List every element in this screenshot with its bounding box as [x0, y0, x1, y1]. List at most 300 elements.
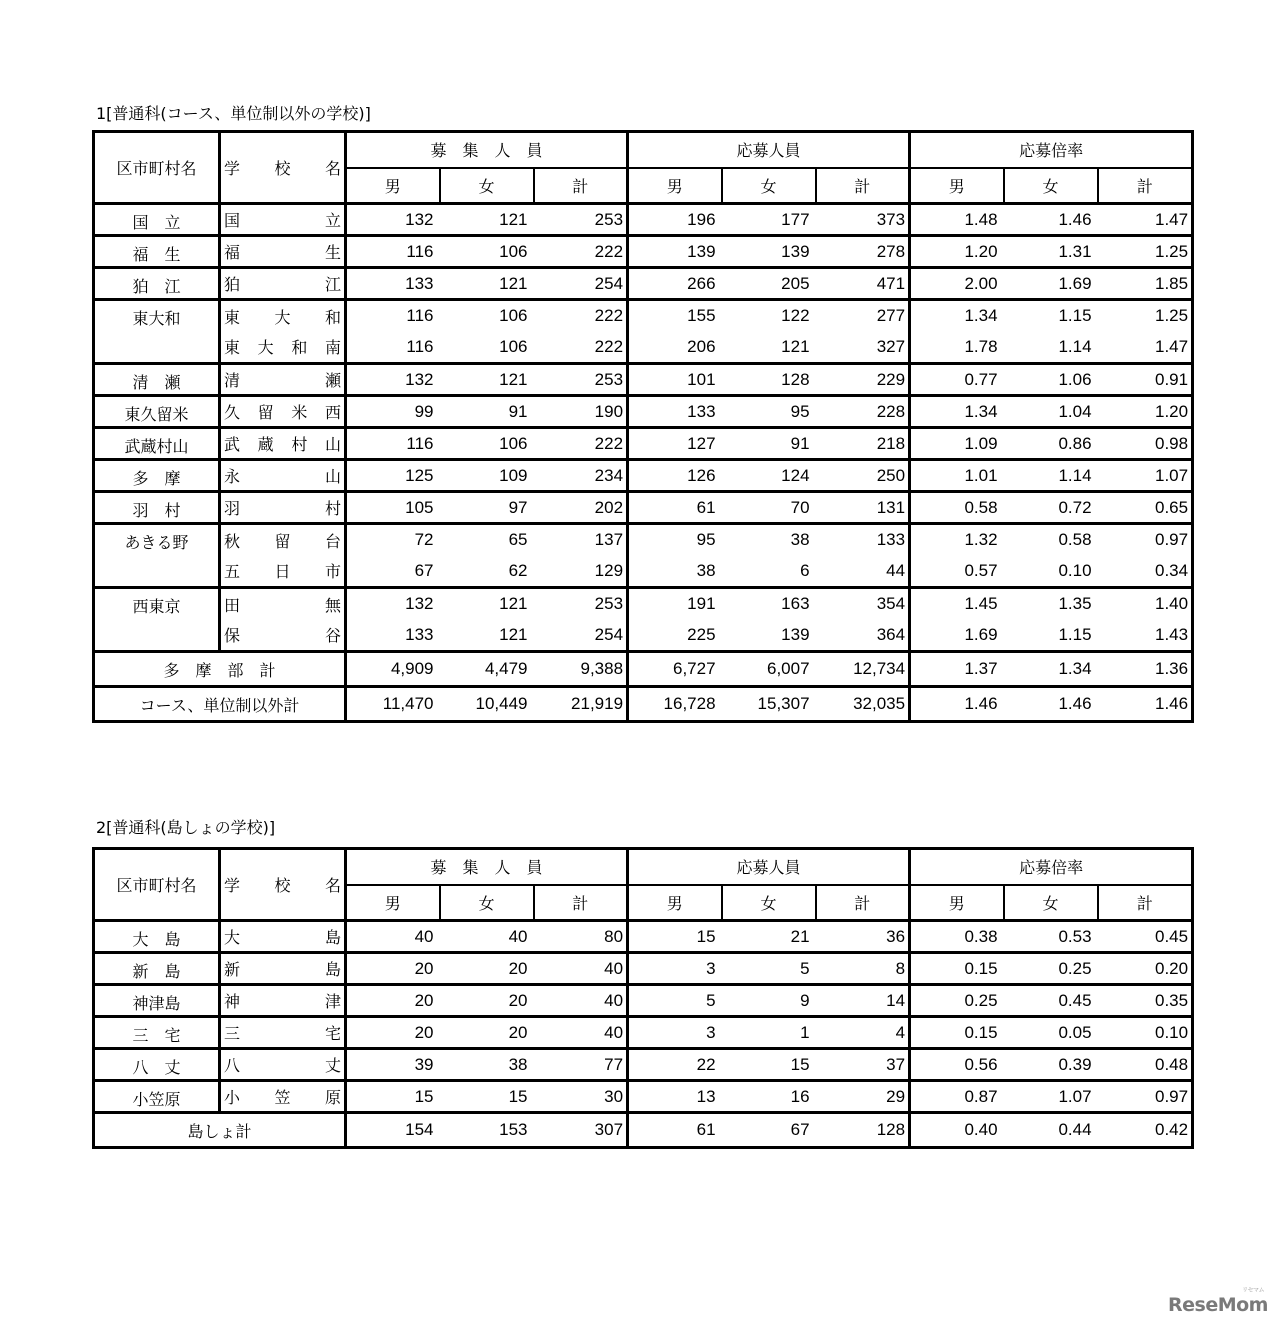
- total-ratio-female: 0.44: [1004, 1113, 1098, 1148]
- school-char: 瀬: [324, 371, 341, 390]
- total-ratio-male: 1.46: [910, 687, 1004, 722]
- school-char: 谷: [324, 626, 341, 646]
- ratio-male-cell: 0.15: [910, 1017, 1004, 1049]
- school-char: 米: [291, 403, 308, 422]
- school-cell: [220, 556, 346, 588]
- municipality-cell: 福 生: [94, 236, 220, 268]
- school-cell: [220, 364, 346, 396]
- table-row: [94, 1081, 1193, 1113]
- school-char: 田: [224, 595, 241, 615]
- header-recruit-female: 女: [440, 168, 534, 204]
- recruit-total-cell: 30: [534, 1081, 628, 1113]
- applicants-male-cell: 225: [628, 620, 722, 652]
- ratio-female-cell: 1.07: [1004, 1081, 1098, 1113]
- applicants-female-cell: 38: [722, 524, 816, 556]
- school-char: 東: [224, 338, 241, 358]
- header-recruit-female: 女: [440, 885, 534, 921]
- header-school: [220, 849, 346, 921]
- school-char: 西: [324, 403, 341, 422]
- school-char: 久: [224, 403, 241, 422]
- applicants-female-cell: 139: [722, 236, 816, 268]
- applicants-total-cell: 277: [816, 300, 910, 332]
- total-applicants-male: 16,728: [628, 687, 722, 722]
- school-char: 大: [274, 307, 291, 327]
- recruit-male-cell: 116: [346, 332, 440, 364]
- recruit-female-cell: 106: [440, 236, 534, 268]
- header-school-char: 学: [224, 159, 241, 178]
- applicants-total-cell: 229: [816, 364, 910, 396]
- recruit-male-cell: 132: [346, 588, 440, 620]
- ratio-total-cell: 1.07: [1098, 460, 1193, 492]
- ratio-female-cell: 1.06: [1004, 364, 1098, 396]
- school-cell: [220, 492, 346, 524]
- school-cell: [220, 332, 346, 364]
- header-ratio-male: 男: [910, 885, 1004, 921]
- header-ratio-female: 女: [1004, 168, 1098, 204]
- school-cell: [220, 204, 346, 236]
- recruit-female-cell: 20: [440, 985, 534, 1017]
- ratio-total-cell: 0.98: [1098, 428, 1193, 460]
- total-ratio-total: 0.42: [1098, 1113, 1193, 1148]
- applicants-total-cell: 373: [816, 204, 910, 236]
- ratio-male-cell: 1.48: [910, 204, 1004, 236]
- school-char: 五: [224, 562, 241, 582]
- ratio-male-cell: 1.45: [910, 588, 1004, 620]
- applicants-male-cell: 155: [628, 300, 722, 332]
- school-char: 立: [324, 211, 341, 230]
- school-cell: [220, 985, 346, 1017]
- total-recruit-total: 21,919: [534, 687, 628, 722]
- school-char: 津: [324, 992, 341, 1011]
- table-row: [94, 460, 1193, 492]
- ratio-total-cell: 1.47: [1155, 336, 1189, 356]
- total-label: コース、単位制以外計: [94, 687, 346, 722]
- total-applicants-total: 128: [816, 1113, 910, 1148]
- total-ratio-male: 0.40: [910, 1113, 1004, 1148]
- recruit-total-cell: 234: [534, 460, 628, 492]
- school-cell: [220, 1017, 346, 1049]
- total-row: [94, 687, 1193, 722]
- school-char: 山: [324, 467, 341, 486]
- recruit-male-cell: 20: [346, 1017, 440, 1049]
- header-applicants: 応募人員: [628, 132, 910, 168]
- applicants-male-cell: 196: [628, 204, 722, 236]
- school-char: 福: [224, 243, 241, 262]
- applicants-total-cell: 354: [816, 588, 910, 620]
- table-row: [94, 364, 1193, 396]
- school-char: 留: [274, 531, 291, 551]
- total-applicants-total: 32,035: [816, 687, 910, 722]
- ratio-male-cell: 1.69: [910, 620, 1004, 652]
- school-cell: [220, 396, 346, 428]
- total-applicants-total: 12,734: [816, 652, 910, 687]
- school-char: 武: [224, 435, 241, 454]
- header-ratio-total: 計: [1098, 168, 1193, 204]
- total-recruit-female: 10,449: [440, 687, 534, 722]
- recruit-female-cell: 121: [499, 624, 528, 644]
- recruit-male-cell: 72: [346, 524, 440, 556]
- table-row: [94, 332, 1193, 364]
- ratio-total-cell: 1.85: [1098, 268, 1193, 300]
- applicants-female-cell: 1: [722, 1017, 816, 1049]
- recruit-female-cell: 62: [508, 560, 528, 580]
- ratio-male-cell: 1.01: [910, 460, 1004, 492]
- ratio-total-cell: 0.34: [1155, 560, 1189, 580]
- header-school-char: 名: [324, 159, 341, 178]
- applicants-total-cell: 131: [816, 492, 910, 524]
- recruit-total-cell: 190: [534, 396, 628, 428]
- applicants-female-cell: 70: [722, 492, 816, 524]
- total-label: 島しょ計: [94, 1113, 346, 1148]
- header-applicants-male: 男: [628, 168, 722, 204]
- applicants-total-cell: 4: [816, 1017, 910, 1049]
- total-applicants-female: 6,007: [722, 652, 816, 687]
- total-recruit-male: 4,909: [346, 652, 440, 687]
- school-char: 大: [257, 338, 274, 358]
- ratio-total-cell: 1.40: [1098, 588, 1193, 620]
- municipality-cell: 東久留米: [94, 396, 220, 428]
- ratio-total-cell: 1.20: [1098, 396, 1193, 428]
- header-applicants-male: 男: [628, 885, 722, 921]
- recruit-female-cell: 109: [440, 460, 534, 492]
- applicants-total-cell: 364: [876, 624, 906, 644]
- school-char: 丈: [324, 1056, 341, 1075]
- municipality-cell: 東大和: [94, 300, 220, 364]
- table-row: [94, 1017, 1193, 1049]
- applicants-total-cell: 8: [816, 953, 910, 985]
- applicants-female-cell: 15: [722, 1049, 816, 1081]
- total-applicants-male: 61: [628, 1113, 722, 1148]
- ratio-female-cell: 0.25: [1004, 953, 1098, 985]
- header-school-char: 名: [324, 876, 341, 895]
- recruit-total-cell: 80: [534, 921, 628, 953]
- applicants-female-cell: 95: [722, 396, 816, 428]
- header-ratio: 応募倍率: [910, 132, 1193, 168]
- school-cell: [220, 921, 346, 953]
- recruit-total-cell: 222: [534, 428, 628, 460]
- applicants-male-cell: 139: [628, 236, 722, 268]
- ratio-female-cell: 1.69: [1004, 268, 1098, 300]
- school-char: 狛: [224, 275, 241, 294]
- logo-subtext: リセマム: [1242, 1287, 1264, 1294]
- total-row: [94, 652, 1193, 687]
- recruit-total-cell: 77: [534, 1049, 628, 1081]
- applicants-female-cell: 21: [722, 921, 816, 953]
- header-ratio-male: 男: [910, 168, 1004, 204]
- total-ratio-female: 1.46: [1004, 687, 1098, 722]
- recruit-female-cell: 106: [440, 300, 534, 332]
- ratio-female-cell: 1.14: [1004, 460, 1098, 492]
- applicants-total-cell: 37: [816, 1049, 910, 1081]
- recruit-total-cell: 222: [534, 236, 628, 268]
- ratio-total-cell: 0.10: [1098, 1017, 1193, 1049]
- school-char: 南: [324, 338, 341, 358]
- table-row: [94, 236, 1193, 268]
- header-recruit-total: 計: [534, 885, 628, 921]
- recruit-male-cell: 67: [346, 556, 440, 588]
- ratio-male-cell: 0.58: [910, 492, 1004, 524]
- ratio-male-cell: 0.77: [910, 364, 1004, 396]
- school-char: 保: [224, 626, 241, 646]
- recruit-total-cell: 253: [534, 204, 628, 236]
- school-char: 秋: [224, 531, 241, 551]
- applicants-female-cell: 91: [722, 428, 816, 460]
- resemom-logo: [1168, 1287, 1268, 1316]
- header-applicants-female: 女: [722, 168, 816, 204]
- municipality-cell: あきる野: [94, 524, 220, 588]
- ratio-female-cell: 1.31: [1004, 236, 1098, 268]
- recruit-female-cell: 121: [440, 588, 534, 620]
- applicants-male-cell: 126: [628, 460, 722, 492]
- school-char: 蔵: [257, 435, 274, 454]
- recruit-female-cell: 121: [440, 364, 534, 396]
- header-school-char: 校: [274, 159, 291, 178]
- ratio-female-cell: 1.46: [1004, 204, 1098, 236]
- recruit-total-cell: 40: [534, 985, 628, 1017]
- school-cell: [220, 460, 346, 492]
- school-char: 無: [324, 595, 341, 615]
- applicants-male-cell: 3: [628, 953, 722, 985]
- ratio-total-cell: 0.91: [1098, 364, 1193, 396]
- school-char: 笠: [274, 1088, 291, 1107]
- table-row: [94, 428, 1193, 460]
- recruit-male-cell: 133: [346, 620, 440, 652]
- recruit-female-cell: 20: [440, 953, 534, 985]
- ratio-male-cell: 0.57: [910, 556, 1004, 588]
- school-cell: [220, 588, 346, 620]
- header-ratio: 応募倍率: [910, 849, 1193, 885]
- header-applicants-total: 計: [816, 885, 910, 921]
- municipality-cell: 八 丈: [94, 1049, 220, 1081]
- ratio-male-cell: 1.09: [910, 428, 1004, 460]
- applicants-total-cell: 278: [816, 236, 910, 268]
- table-row: [94, 620, 1193, 652]
- table-row: [94, 396, 1193, 428]
- ratio-male-cell: 1.34: [910, 300, 1004, 332]
- applicants-total-cell: 44: [886, 560, 906, 580]
- recruit-female-cell: 91: [440, 396, 534, 428]
- school-char: 東: [224, 307, 241, 327]
- table-row: [94, 268, 1193, 300]
- ratio-female-cell: 1.04: [1004, 396, 1098, 428]
- recruit-female-cell: 106: [440, 428, 534, 460]
- recruit-male-cell: 132: [346, 364, 440, 396]
- applicants-female-cell: 177: [722, 204, 816, 236]
- school-cell: [220, 268, 346, 300]
- school-cell: [220, 300, 346, 332]
- ratio-male-cell: 1.20: [910, 236, 1004, 268]
- total-ratio-female: 1.34: [1004, 652, 1098, 687]
- header-municipality: 区市町村名: [116, 159, 197, 178]
- school-char: 江: [324, 275, 341, 294]
- total-recruit-female: 153: [440, 1113, 534, 1148]
- school-char: 島: [324, 928, 341, 947]
- school-cell: [220, 953, 346, 985]
- recruit-total-cell: 40: [534, 1017, 628, 1049]
- school-char: 羽: [224, 499, 241, 518]
- ratio-male-cell: 1.78: [910, 332, 1004, 364]
- ratio-male-cell: 2.00: [910, 268, 1004, 300]
- school-char: 国: [224, 211, 241, 230]
- applicants-female-cell: 121: [781, 336, 810, 356]
- total-recruit-female: 4,479: [440, 652, 534, 687]
- applicants-total-cell: 14: [816, 985, 910, 1017]
- recruit-male-cell: 116: [346, 236, 440, 268]
- ratio-female-cell: 0.58: [1004, 524, 1098, 556]
- table-row: [94, 492, 1193, 524]
- header-ratio-total: 計: [1098, 885, 1193, 921]
- ratio-male-cell: 0.38: [910, 921, 1004, 953]
- school-cell: [220, 620, 346, 652]
- ratio-total-cell: 0.48: [1098, 1049, 1193, 1081]
- applicants-total-cell: 36: [816, 921, 910, 953]
- applicants-total-cell: 133: [816, 524, 910, 556]
- applicants-female-cell: 124: [722, 460, 816, 492]
- ratio-female-cell: 1.15: [1058, 624, 1092, 644]
- ratio-female-cell: 1.15: [1004, 300, 1098, 332]
- ratio-total-cell: 0.45: [1098, 921, 1193, 953]
- ratio-total-cell: 0.97: [1098, 524, 1193, 556]
- municipality-cell: 多 摩: [94, 460, 220, 492]
- applicants-female-cell: 16: [722, 1081, 816, 1113]
- municipality-cell: 武蔵村山: [94, 428, 220, 460]
- applicants-male-cell: 15: [628, 921, 722, 953]
- ratio-female-cell: 1.14: [1058, 336, 1092, 356]
- municipality-cell: 大 島: [94, 921, 220, 953]
- header-recruit: 募 集 人 員: [346, 849, 628, 885]
- ratio-total-cell: 1.43: [1155, 624, 1189, 644]
- applicants-male-cell: 3: [628, 1017, 722, 1049]
- recruit-male-cell: 20: [346, 985, 440, 1017]
- applicants-female-cell: 6: [800, 560, 810, 580]
- recruit-male-cell: 105: [346, 492, 440, 524]
- municipality-cell: 小笠原: [94, 1081, 220, 1113]
- applicants-male-cell: 5: [628, 985, 722, 1017]
- municipality-cell: 羽 村: [94, 492, 220, 524]
- table-row: [94, 204, 1193, 236]
- applicants-total-cell: 218: [816, 428, 910, 460]
- ratio-female-cell: 0.72: [1004, 492, 1098, 524]
- school-char: 日: [274, 562, 291, 582]
- school-char: 小: [224, 1088, 241, 1107]
- recruit-male-cell: 132: [346, 204, 440, 236]
- school-char: 宅: [324, 1024, 341, 1043]
- school-char: 原: [324, 1088, 341, 1107]
- header-school-char: 校: [274, 876, 291, 895]
- table-row: [94, 921, 1193, 953]
- school-char: 留: [257, 403, 274, 422]
- recruit-total-cell: 222: [594, 336, 624, 356]
- recruit-total-cell: 137: [534, 524, 628, 556]
- ratio-total-cell: 0.35: [1098, 985, 1193, 1017]
- applicants-total-cell: 228: [816, 396, 910, 428]
- school-char: 島: [324, 960, 341, 979]
- recruit-male-cell: 116: [346, 428, 440, 460]
- header-school: [220, 132, 346, 204]
- ratio-total-cell: 1.25: [1098, 236, 1193, 268]
- recruit-total-cell: 222: [534, 300, 628, 332]
- ratio-male-cell: 0.56: [910, 1049, 1004, 1081]
- applicants-female-cell: 205: [722, 268, 816, 300]
- ratio-female-cell: 1.35: [1004, 588, 1098, 620]
- school-cell: [220, 1049, 346, 1081]
- applicants-total-cell: 29: [816, 1081, 910, 1113]
- total-label: 多 摩 部 計: [94, 652, 346, 687]
- school-char: 三: [224, 1024, 241, 1043]
- ratio-total-cell: 0.20: [1098, 953, 1193, 985]
- total-applicants-female: 67: [722, 1113, 816, 1148]
- school-char: 市: [324, 562, 341, 582]
- municipality-cell: 狛 江: [94, 268, 220, 300]
- total-recruit-male: 11,470: [346, 687, 440, 722]
- municipality-cell: 西東京: [94, 588, 220, 652]
- table-row: [94, 524, 1193, 556]
- recruit-male-cell: 40: [346, 921, 440, 953]
- school-char: 村: [324, 499, 341, 518]
- municipality-cell: 新 島: [94, 953, 220, 985]
- header-municipality: 区市町村名: [116, 876, 197, 895]
- school-char: 大: [224, 928, 241, 947]
- recruit-male-cell: 99: [346, 396, 440, 428]
- ratio-total-cell: 0.97: [1098, 1081, 1193, 1113]
- school-char: 和: [324, 307, 341, 327]
- school-cell: [220, 236, 346, 268]
- logo-text: ReseMom: [1168, 1294, 1268, 1316]
- ratio-total-cell: 1.47: [1098, 204, 1193, 236]
- applicants-female-cell: 163: [722, 588, 816, 620]
- recruit-female-cell: 121: [440, 204, 534, 236]
- ratio-male-cell: 1.34: [910, 396, 1004, 428]
- school-char: 新: [224, 960, 241, 979]
- recruit-female-cell: 121: [440, 268, 534, 300]
- recruit-total-cell: 40: [534, 953, 628, 985]
- table-row: [94, 300, 1193, 332]
- applicants-male-cell: 61: [628, 492, 722, 524]
- total-recruit-total: 9,388: [534, 652, 628, 687]
- ratio-total-cell: 1.25: [1098, 300, 1193, 332]
- school-char: 永: [224, 467, 241, 486]
- applicants-male-cell: 206: [628, 332, 722, 364]
- recruit-total-cell: 129: [594, 560, 624, 580]
- municipality-cell: 神津島: [94, 985, 220, 1017]
- ratio-male-cell: 0.87: [910, 1081, 1004, 1113]
- school-char: 生: [324, 243, 341, 262]
- recruit-male-cell: 15: [346, 1081, 440, 1113]
- header-applicants: 応募人員: [628, 849, 910, 885]
- total-recruit-male: 154: [346, 1113, 440, 1148]
- recruit-female-cell: 20: [440, 1017, 534, 1049]
- school-char: 清: [224, 371, 241, 390]
- recruit-total-cell: 254: [594, 624, 624, 644]
- applicants-female-cell: 9: [722, 985, 816, 1017]
- ratio-male-cell: 1.32: [910, 524, 1004, 556]
- recruit-total-cell: 202: [534, 492, 628, 524]
- table-row: [94, 588, 1193, 620]
- table-row: [94, 556, 1193, 588]
- applicants-male-cell: 191: [628, 588, 722, 620]
- table-row: [94, 1049, 1193, 1081]
- applicants-male-cell: 266: [628, 268, 722, 300]
- applicants-total-cell: 327: [876, 336, 906, 356]
- header-applicants-total: 計: [816, 168, 910, 204]
- recruit-female-cell: 15: [440, 1081, 534, 1113]
- applicants-male-cell: 22: [628, 1049, 722, 1081]
- table-row: [94, 985, 1193, 1017]
- table-row: [94, 953, 1193, 985]
- recruit-female-cell: 65: [440, 524, 534, 556]
- school-char: 台: [324, 531, 341, 551]
- applicants-male-cell: 38: [628, 556, 722, 588]
